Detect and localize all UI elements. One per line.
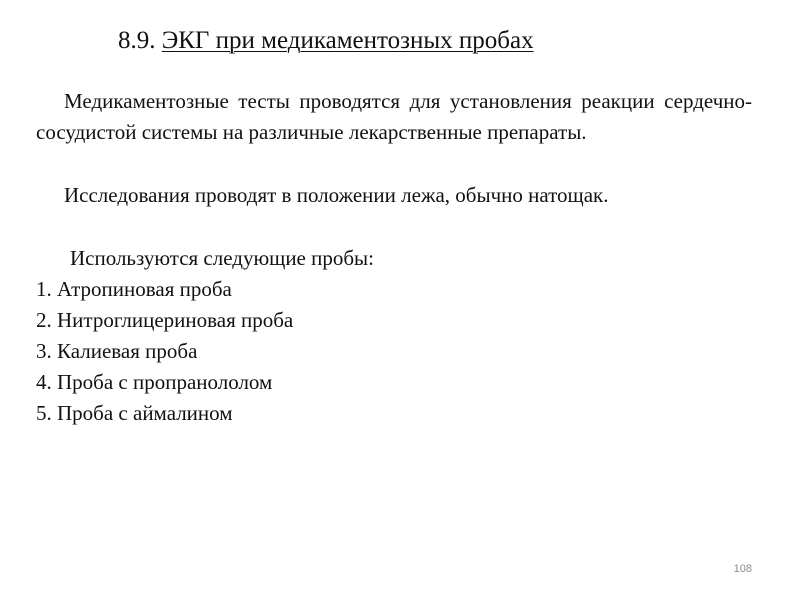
slide-title <box>118 24 534 58</box>
list-item: 2. Нитроглицериновая проба <box>36 308 294 332</box>
page-number: 108 <box>733 563 752 575</box>
list-item: 1. Атропиновая проба <box>36 277 232 301</box>
paragraph-conditions: Исследования проводят в положении лежа, обычно натощак. <box>64 183 609 207</box>
list-item: 5. Проба с аймалином <box>36 401 233 425</box>
list-item: 4. Проба с пропранололом <box>36 370 273 394</box>
section-number: 8.9. <box>118 27 156 54</box>
spacer <box>36 148 752 180</box>
slide-body <box>36 86 752 429</box>
title-text: ЭКГ при медикаментозных пробах <box>161 27 534 54</box>
list-item: 3. Калиевая проба <box>36 339 198 363</box>
spacer <box>36 211 752 243</box>
paragraph-intro: Медикаментозные тесты проводятся для установления реакции сердечно-сосудистой системы на различные лекарственные препараты. <box>36 89 752 144</box>
list-intro: Используются следующие пробы: <box>70 246 374 270</box>
tests-list <box>36 274 752 429</box>
